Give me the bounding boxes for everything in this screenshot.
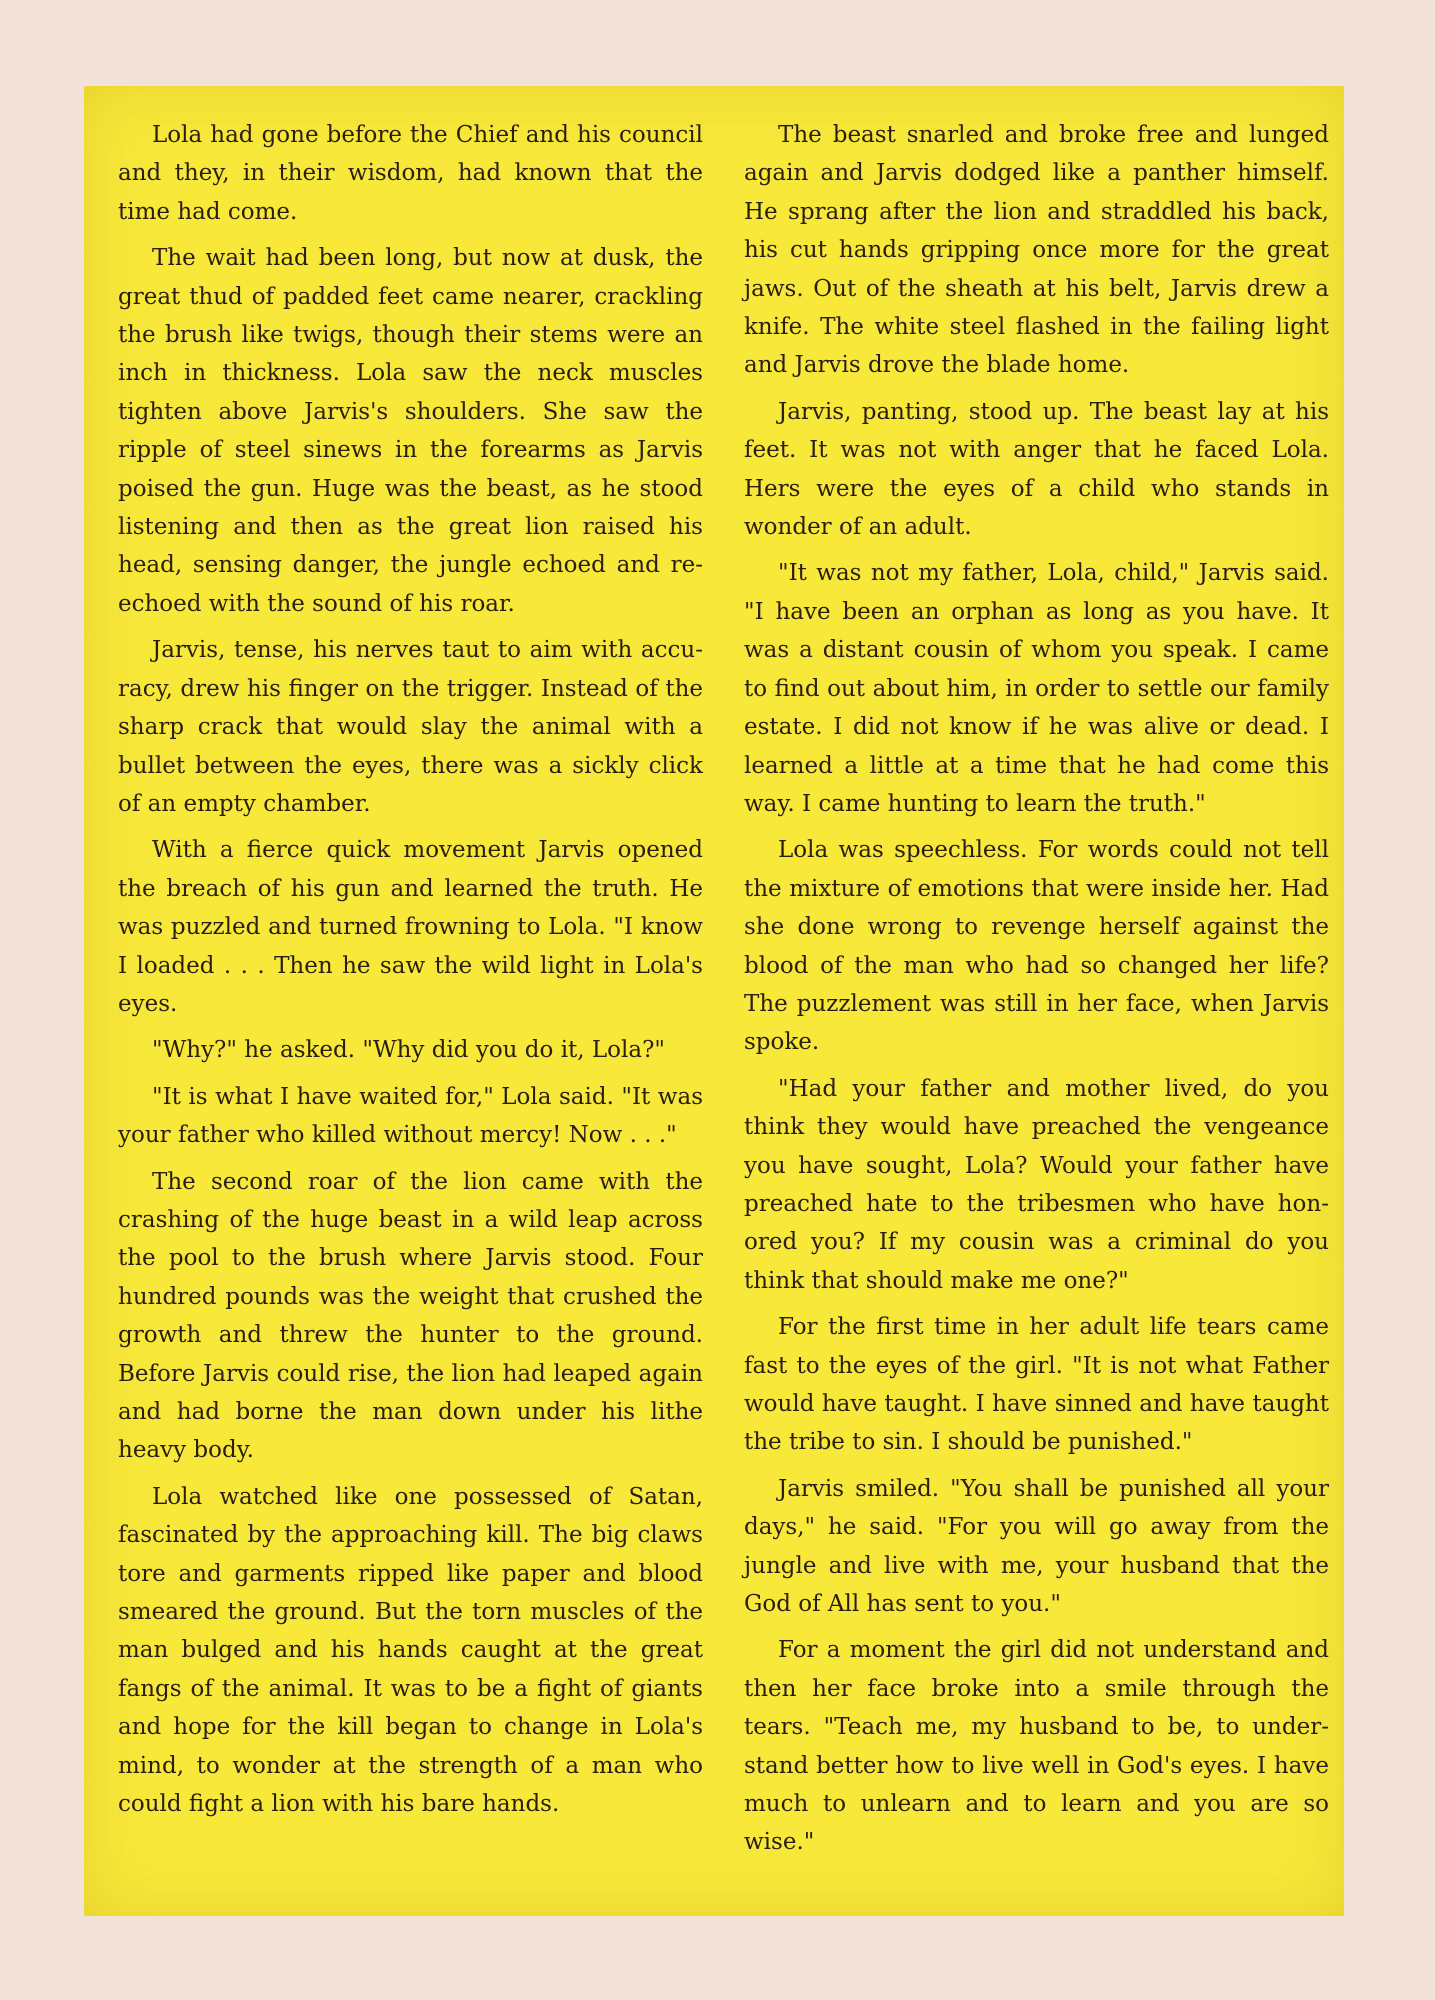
right-column bbox=[744, 116, 1329, 1870]
paragraph: "Had your father and mother lived, do you think they would have preached the vengeance you have sought, Lola? Would your father have preached hate to the tribesmen who have honored you? If my cousin was a criminal do you think that should make me one?" bbox=[744, 1075, 1329, 1294]
paragraph: Lola had gone before the Chief and his council and they, in their wisdom, had known that the time had come. bbox=[118, 122, 703, 225]
paragraph: The wait had been long, but now at dusk, the great thud of padded feet came nearer, crackling the brush like twigs, though their stems were an inch in thickness. Lola saw the neck muscles tighten above Jarvis's shoulders. She saw the ripple of steel sinews in the forearms as Jarvis poised the gun. Huge was the beast, as he stood listening and then as the great lion raised his head, sensing danger, the jungle echoed and re-echoed with the sound of his roar. bbox=[118, 245, 703, 617]
paragraph: "It is what I have waited for," Lola said. "It was your father who killed without mercy! Now . . ." bbox=[118, 1083, 703, 1149]
paragraph: The beast snarled and broke free and lunged again and Jarvis dodged like a panther himself. He sprang after the lion and straddled his back, his cut hands gripping once more for the great jaws. Out of the sheath at his belt, Jarvis drew a knife. The white steel flashed in the failing light and Jarvis drove the blade home. bbox=[744, 122, 1329, 379]
paragraph: Lola watched like one possessed of Satan, fascinated by the approaching kill. The big claws tore and garments ripped like paper and blood smeared the ground. But the torn muscles of the man bulged and his hands caught at the great fangs of the animal. It was to be a fight of giants and hope for the kill began to change in Lola's mind, to wonder at the strength of a man who could fight a lion with his bare hands. bbox=[118, 1483, 703, 1818]
paragraph: Jarvis, tense, his nerves taut to aim with accuracy, drew his finger on the trigger. Instead of the sharp crack that would slay the animal with a bullet between the eyes, there was a sickly click of an empty chamber. bbox=[118, 637, 703, 817]
text-panel bbox=[84, 86, 1344, 1916]
paragraph: For a moment the girl did not understand and then her face broke into a smile through the tears. "Teach me, my husband to be, to understand better how to live well in God's eyes. I have much to unlearn and to learn and you are so wise." bbox=[744, 1637, 1329, 1856]
paragraph: "It was not my father, Lola, child," Jarvis said. "I have been an orphan as long as you have. It was a distant cousin of whom you speak. I came to find out about him, in order to settle our family estate. I did not know if he was alive or dead. I learned a little at a time that he had come this way. I came hunting to learn the truth." bbox=[744, 560, 1329, 817]
left-column bbox=[118, 116, 703, 1831]
paragraph: The second roar of the lion came with the crashing of the huge beast in a wild leap across the pool to the brush where Jarvis stood. Four hundred pounds was the weight that crushed the growth and threw the hunter to the ground. Before Jarvis could rise, the lion had leaped again and had borne the man down under his lithe heavy body. bbox=[118, 1168, 703, 1464]
paragraph: For the first time in her adult life tears came fast to the eyes of the girl. "It is not what Father would have taught. I have sinned and have taught the tribe to sin. I should be punished." bbox=[744, 1314, 1329, 1456]
paragraph: "Why?" he asked. "Why did you do it, Lola?" bbox=[152, 1037, 666, 1064]
paragraph: Jarvis smiled. "You shall be punished all your days," he said. "For you will go away from the jungle and live with me, your husband that the God of All has sent to you." bbox=[744, 1475, 1329, 1618]
paragraph: With a fierce quick movement Jarvis opened the breach of his gun and learned the truth. He was puzzled and turned frowning to Lola. "I know I loaded . . . Then he saw the wild light in Lola's eyes. bbox=[118, 837, 703, 1017]
paragraph: Jarvis, panting, stood up. The beast lay at his feet. It was not with anger that he faced Lola. Hers were the eyes of a child who stands in wonder of an adult. bbox=[744, 398, 1329, 541]
paragraph: Lola was speechless. For words could not tell the mixture of emotions that were inside her. Had she done wrong to revenge herself against the blood of the man who had so changed her life? The puzzlement was still in her face, when Jarvis spoke. bbox=[744, 837, 1329, 1056]
